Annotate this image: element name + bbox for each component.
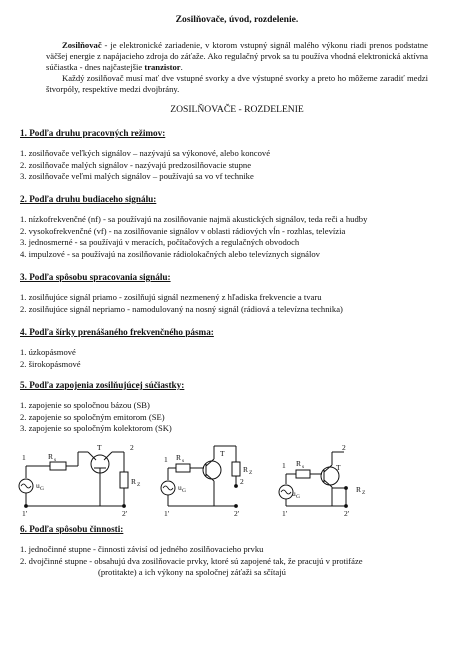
section-4-list	[20, 347, 454, 370]
circuit-3-rs-label: R	[296, 459, 302, 468]
list-item: 4. impulzové - sa používajú na zosilňovanie rádiolokačných alebo televíznych signálov	[20, 248, 320, 259]
list-item-continuation: (protitakte) a ich výkony na spoločnej záťaži sa sčítajú	[98, 567, 286, 577]
document-title: Zosilňovače, úvod, rozdelenie.	[175, 14, 299, 25]
list-item: 2. širokopásmové	[20, 358, 81, 369]
list-item: 2. dvojčinné stupne - obsahujú dva zosilňovacie prvky, ktoré sú zapojené tak, že pracujú v protifáze	[20, 555, 363, 566]
section-6-list	[20, 544, 454, 579]
circuit-2-rs-label: R	[176, 453, 182, 462]
circuit-3-u-sub: G	[296, 494, 300, 500]
list-item: 2. zapojenie so spoločným emitorom (SE)	[20, 411, 165, 422]
circuit-common-base	[19, 443, 141, 518]
list-item: 1. zosilňovače veľkých signálov – nazývajú sa výkonové, alebo koncové	[20, 148, 271, 158]
list-item: 1. zapojenie so spoločnou bázou (SB)	[20, 400, 150, 410]
list-item: 2. zosilňujúce signál nepriamo - namodulovaný na nosný signál (rádiová a televízna technika)	[20, 303, 343, 314]
intro-p1-end: .	[180, 62, 183, 72]
circuit-1-t-label: T	[97, 443, 102, 452]
section-2-heading: 2. Podľa druhu budiaceho signálu:	[20, 194, 157, 204]
intro-term2: tranzistor	[144, 62, 181, 72]
circuit-1-node-1: 1	[22, 453, 26, 462]
intro-paragraph-1	[46, 40, 428, 73]
circuit-2-node-2p: 2'	[234, 509, 240, 518]
section-5-list	[20, 400, 454, 435]
circuit-3-node-1: 1	[282, 461, 286, 470]
circuit-1-rz-sub: Z	[137, 482, 141, 488]
section-5-heading: 5. Podľa zapojenia zosilňujúcej súčiastky:	[20, 380, 185, 390]
intro-paragraph-2: Každý zosilňovač musí mať dve vstupné svorky a dve výstupné svorky a preto ho môžeme zaradiť medzi štvorpóly, respektíve medzi dvojbrány.	[46, 73, 428, 94]
circuit-1-u-sub: G	[40, 486, 44, 492]
circuit-3-node-1p: 1'	[282, 509, 288, 518]
circuit-2-node-1: 1	[164, 455, 168, 464]
circuit-1-node-2: 2	[130, 443, 134, 452]
circuit-common-collector	[279, 443, 366, 518]
section-3-heading: 3. Podľa spôsobu spracovania signálu:	[20, 272, 171, 282]
circuit-2-t-label: T	[220, 449, 225, 458]
circuit-2-rz-label: R	[243, 465, 249, 474]
circuit-3-t-label: T	[336, 463, 341, 472]
circuit-1-node-1p: 1'	[22, 509, 28, 518]
circuit-2-u-sub: G	[182, 488, 186, 494]
circuit-1-rs-label: R	[48, 452, 54, 461]
circuit-2-node-1p: 1'	[164, 509, 170, 518]
circuit-diagrams	[0, 440, 474, 520]
section-2-list	[20, 214, 454, 260]
section-6-heading: 6. Podľa spôsobu činnosti:	[20, 524, 124, 534]
list-item: 2. zosilňovače malých signálov - nazývajú predzosilňovacie stupne	[20, 159, 252, 170]
circuit-1-rz-label: R	[131, 477, 137, 486]
circuit-1-u-label: u	[36, 481, 40, 490]
section-1-list	[20, 148, 454, 183]
list-item: 3. zapojenie so spoločným kolektorom (SK)	[20, 423, 172, 433]
circuit-3-node-2: 2	[342, 443, 346, 452]
circuit-3-rz-sub: Z	[362, 490, 366, 496]
intro-term: Zosilňovač	[62, 40, 102, 50]
list-item: 2. vysokofrekvenčné (vf) - na zosilňovanie signálov v oblasti rádiových vĺn - rozhlas, televízia	[20, 225, 346, 236]
circuit-2-rs-sub: s	[182, 458, 185, 464]
list-item: 3. jednosmerné - sa používajú v meracích, počítačových a regulačných obvodoch	[20, 237, 300, 247]
section-1-heading: 1. Podľa druhu pracovných režimov:	[20, 128, 166, 138]
section-3-list	[20, 292, 454, 315]
circuit-2-u-label: u	[178, 483, 182, 492]
list-item: 3. zosilňovače veľmi malých signálov – používajú sa vo vf technike	[20, 171, 254, 181]
circuit-3-node-2p: 2'	[344, 509, 350, 518]
list-item: 1. jednočinné stupne - činnosti závisí od jedného zosilňovacieho prvku	[20, 544, 264, 554]
circuit-2-node-2: 2	[240, 477, 244, 486]
circuit-3-rz-label: R	[356, 485, 362, 494]
intro-text	[46, 40, 428, 95]
circuit-common-emitter	[161, 446, 253, 518]
circuit-3-rs-sub: s	[302, 464, 305, 470]
list-item: 1. zosilňujúce signál priamo - zosilňujú signál nezmenený z hľadiska frekvencie a tvaru	[20, 292, 322, 302]
circuit-1-node-2p: 2'	[122, 509, 128, 518]
list-item: 1. nízkofrekvenčné (nf) - sa používajú na zosilňovanie najmä akustických signálov, teda reči a hudby	[20, 214, 368, 224]
section-4-heading: 4. Podľa šírky prenášaného frekvenčného pásma:	[20, 327, 214, 337]
intro-p1: - je elektronické zariadenie, v ktorom vstupný signál malého výkonu riadi prenos podstatne väčšej energie z napájacieho zdroja do záťaže. Ako regulačný prvok sa tu používa vhodná elektronická aktívna súčiastka - dnes najčastejšie	[46, 40, 428, 72]
list-item: 1. úzkopásmové	[20, 347, 76, 357]
circuit-2-rz-sub: Z	[249, 470, 253, 476]
circuit-1-rs-sub: s	[54, 457, 57, 463]
section-title: ZOSILŇOVAČE - ROZDELENIE	[170, 104, 304, 115]
circuit-3-u-label: u	[292, 489, 296, 498]
